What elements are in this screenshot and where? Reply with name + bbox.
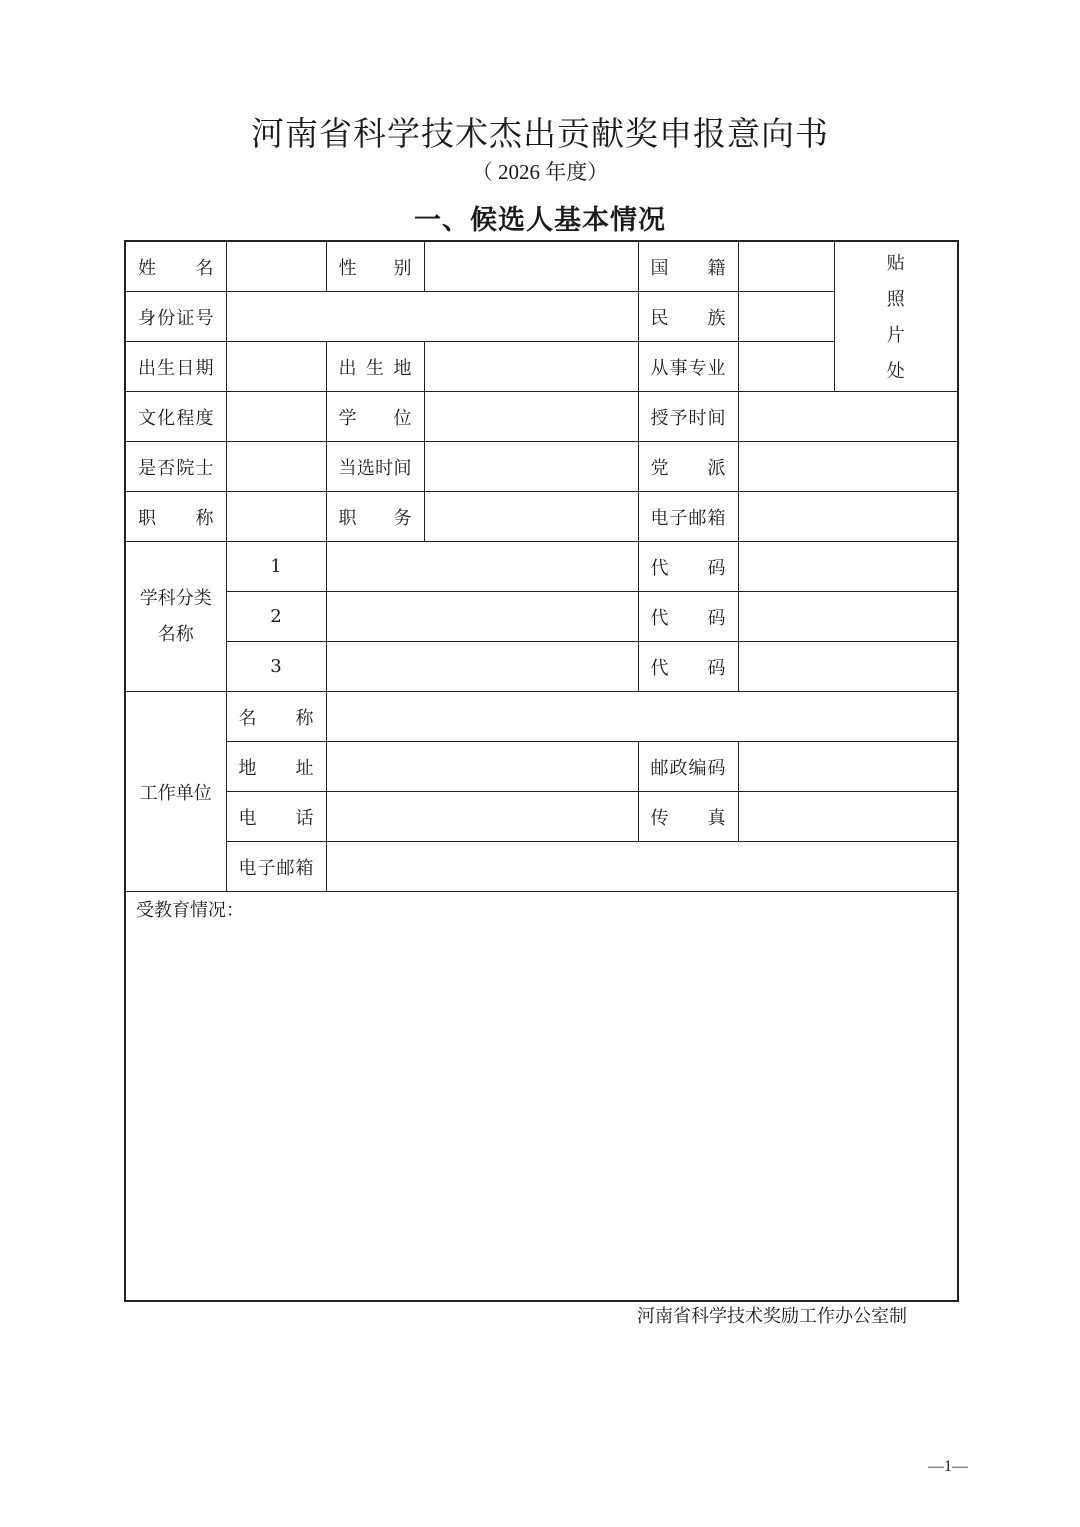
photo-char: 照	[886, 289, 905, 310]
ethnicity-label: 民族	[638, 292, 738, 342]
id-number-label: 身份证号	[125, 292, 226, 342]
photo-char: 贴	[886, 253, 905, 274]
subject-name-field[interactable]	[326, 592, 638, 642]
education-level-label: 文化程度	[125, 392, 226, 442]
unit-email-label: 电子邮箱	[226, 842, 326, 892]
degree-label: 学位	[326, 392, 424, 442]
elected-time-label: 当选时间	[326, 442, 424, 492]
education-history-label: 受教育情况：	[136, 900, 244, 921]
name-field[interactable]	[226, 241, 326, 292]
subject-index: 1	[226, 542, 326, 592]
party-label: 党派	[638, 442, 738, 492]
degree-field[interactable]	[424, 392, 638, 442]
degree-time-field[interactable]	[738, 392, 958, 442]
position-field[interactable]	[424, 492, 638, 542]
degree-time-label: 授予时间	[638, 392, 738, 442]
education-history-field[interactable]	[125, 892, 958, 1302]
fax-field[interactable]	[738, 792, 958, 842]
document-year: （ 2026 年度）	[471, 160, 609, 184]
nationality-label: 国籍	[638, 241, 738, 292]
subject-name-field[interactable]	[326, 642, 638, 692]
document-title: 河南省科学技术杰出贡献奖申报意向书	[251, 114, 829, 153]
unit-name-label: 名称	[226, 692, 326, 742]
subject-code-field[interactable]	[738, 592, 958, 642]
gender-label: 性别	[326, 241, 424, 292]
birth-date-label: 出生日期	[125, 342, 226, 392]
photo-area[interactable]	[834, 241, 958, 392]
email-label: 电子邮箱	[638, 492, 738, 542]
position-label: 职务	[326, 492, 424, 542]
profession-field[interactable]	[738, 342, 834, 392]
unit-address-field[interactable]	[326, 742, 638, 792]
subject-code-label: 代码	[638, 542, 738, 592]
email-field[interactable]	[738, 492, 958, 542]
subject-code-field[interactable]	[738, 542, 958, 592]
subject-code-label: 代码	[638, 642, 738, 692]
page-number: —1—	[928, 1458, 968, 1475]
ethnicity-field[interactable]	[738, 292, 834, 342]
phone-field[interactable]	[326, 792, 638, 842]
birth-date-field[interactable]	[226, 342, 326, 392]
photo-char: 处	[886, 361, 905, 382]
unit-address-label: 地址	[226, 742, 326, 792]
phone-label: 电话	[226, 792, 326, 842]
education-level-field[interactable]	[226, 392, 326, 442]
academician-field[interactable]	[226, 442, 326, 492]
unit-email-field[interactable]	[326, 842, 958, 892]
unit-name-field[interactable]	[326, 692, 958, 742]
candidate-info-table	[124, 240, 959, 1302]
profession-label: 从事专业	[638, 342, 738, 392]
subject-index: 3	[226, 642, 326, 692]
birth-place-field[interactable]	[424, 342, 638, 392]
subject-category-label	[125, 542, 226, 692]
fax-label: 传真	[638, 792, 738, 842]
subject-index: 2	[226, 592, 326, 642]
photo-char: 片	[886, 325, 905, 346]
postal-code-label: 邮政编码	[638, 742, 738, 792]
subject-name-field[interactable]	[326, 542, 638, 592]
subject-category-line: 学科分类	[139, 587, 212, 609]
title-field[interactable]	[226, 492, 326, 542]
birth-place-label: 出生地	[326, 342, 424, 392]
work-unit-label: 工作单位	[125, 692, 226, 892]
party-field[interactable]	[738, 442, 958, 492]
postal-code-field[interactable]	[738, 742, 958, 792]
section-heading: 一、候选人基本情况	[414, 205, 666, 236]
gender-field[interactable]	[424, 241, 638, 292]
nationality-field[interactable]	[738, 241, 834, 292]
subject-category-line: 名称	[157, 623, 194, 645]
id-number-field[interactable]	[226, 292, 638, 342]
title-label: 职称	[125, 492, 226, 542]
name-label: 姓名	[125, 241, 226, 292]
subject-code-label: 代码	[638, 592, 738, 642]
subject-code-field[interactable]	[738, 642, 958, 692]
academician-label: 是否院士	[125, 442, 226, 492]
elected-time-field[interactable]	[424, 442, 638, 492]
issuer-note: 河南省科学技术奖励工作办公室制	[637, 1306, 907, 1327]
